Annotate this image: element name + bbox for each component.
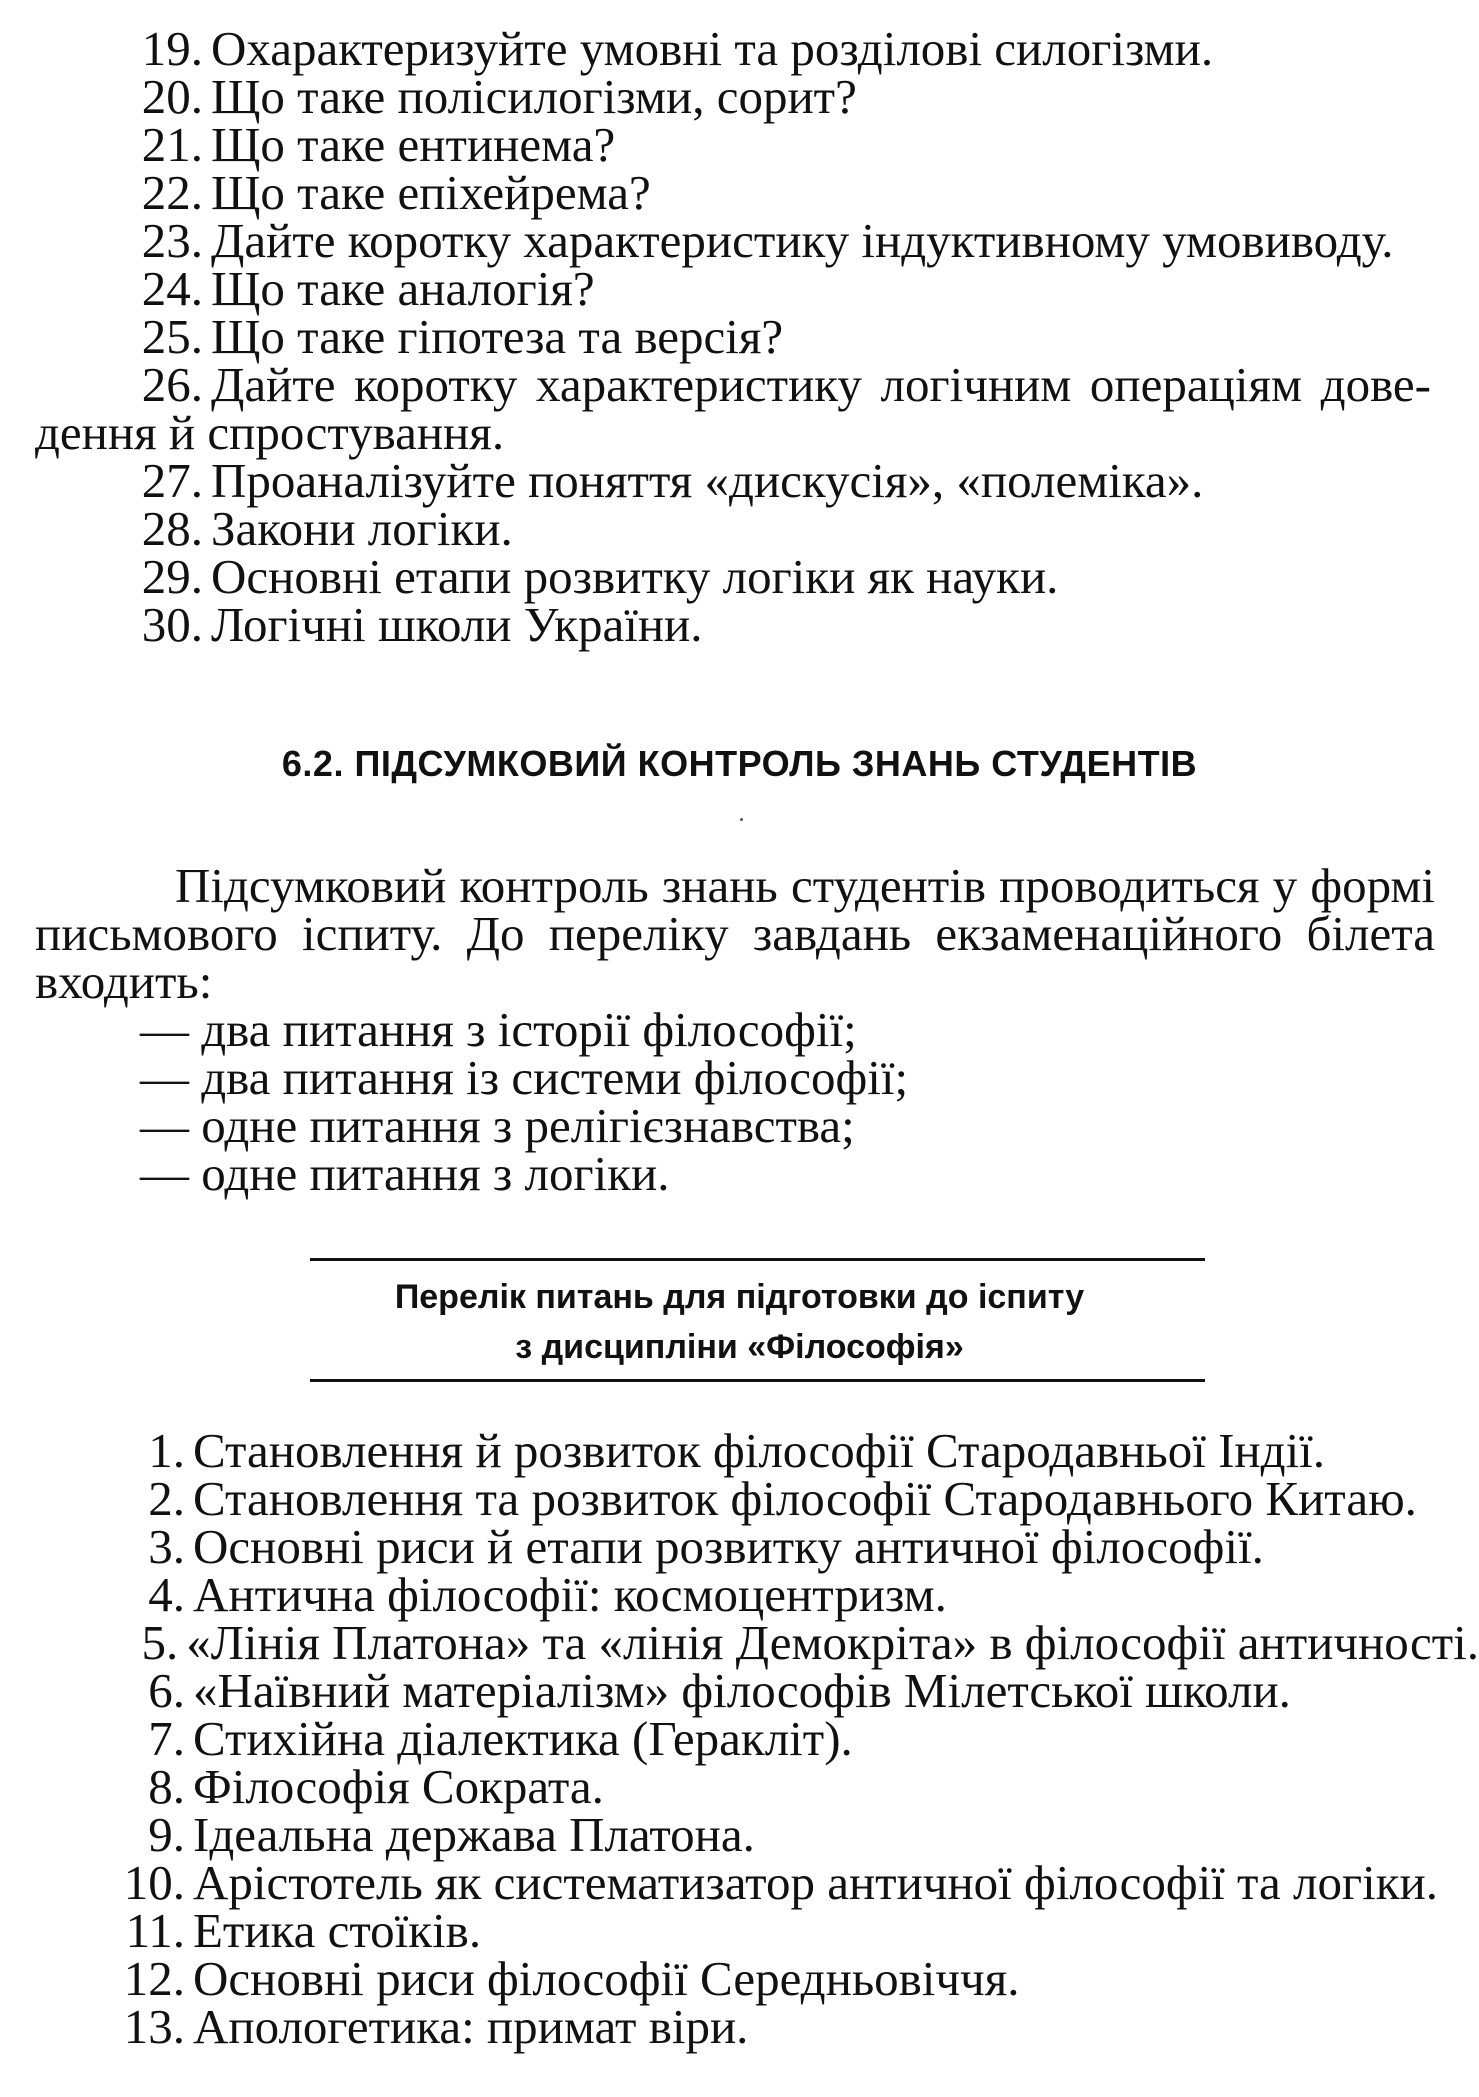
item-number: 4. — [148, 1567, 185, 1622]
item-number: 5. — [141, 1615, 179, 1670]
item-number: 23. — [141, 213, 203, 268]
item-text: Основні етапи розвитку логіки як науки. — [211, 549, 1059, 604]
list-item — [0, 309, 1479, 364]
item-number: 22. — [141, 165, 203, 220]
item-text: Проаналізуйте поняття «дискусія», «полеміка». — [211, 453, 1204, 508]
item-number: 27. — [141, 453, 203, 508]
list-item — [0, 1519, 1479, 1574]
item-number: 25. — [141, 309, 203, 364]
item-text-continuation: дення й спростування. — [35, 405, 505, 460]
box-title-line1: Перелік питань для підготовки до іспиту — [394, 1278, 1085, 1316]
list-item — [0, 1711, 1479, 1766]
list-item: — два питання з історії філософії; — [140, 1002, 857, 1057]
item-text: Охарактеризуйте умовні та розділові силогізми. — [211, 21, 1214, 76]
list-item: — два питання із системи філософії; — [140, 1050, 909, 1105]
item-number: 29. — [141, 549, 203, 604]
list-item — [0, 1615, 1479, 1670]
item-number: 10. — [123, 1855, 185, 1910]
bottom-rule — [310, 1379, 1205, 1382]
item-number: 28. — [141, 501, 203, 556]
item-text: Що таке епіхейрема? — [211, 165, 651, 220]
item-text: Філософія Сократа. — [193, 1759, 604, 1814]
list-item — [0, 1663, 1479, 1718]
item-number: 26. — [141, 357, 203, 412]
item-text: Апологетика: примат віри. — [193, 1999, 749, 2054]
item-text: Логічні школи України. — [211, 597, 703, 652]
item-number: 11. — [125, 1903, 185, 1958]
item-text: Що таке гіпотеза та версія? — [211, 309, 784, 364]
paragraph-line: Підсумковий контроль знань студентів проводиться у формі — [175, 858, 1435, 913]
item-number: 6. — [148, 1663, 185, 1718]
item-text: Що таке полісилогізми, сорит? — [211, 69, 857, 124]
list-item — [0, 501, 1479, 556]
item-number: 24. — [141, 261, 203, 316]
stray-dot — [740, 818, 743, 821]
list-item — [0, 453, 1479, 508]
list-item — [0, 597, 1479, 652]
logic-questions-list — [0, 21, 1479, 652]
item-text: Основні риси й етапи розвитку античної філософії. — [193, 1519, 1264, 1574]
list-item — [0, 1855, 1479, 1910]
list-item — [0, 1567, 1479, 1622]
list-item — [0, 1903, 1479, 1958]
list-item — [0, 1999, 1479, 2054]
paragraph-line: письмового іспиту. До переліку завдань екзаменаційного білета — [35, 906, 1435, 961]
item-text: Що таке аналогія? — [211, 261, 595, 316]
item-number: 2. — [148, 1471, 185, 1526]
list-item — [0, 1951, 1479, 2006]
item-text: Закони логіки. — [211, 501, 513, 556]
box-title-line2: з дисципліни «Філософія» — [515, 1328, 964, 1366]
section-heading: 6.2. ПІДСУМКОВИЙ КОНТРОЛЬ ЗНАНЬ СТУДЕНТІВ — [281, 743, 1198, 784]
list-item — [0, 213, 1479, 268]
item-number: 8. — [148, 1759, 185, 1814]
item-number: 13. — [123, 1999, 185, 2054]
item-text: Основні риси філософії Середньовіччя. — [193, 1951, 1020, 2006]
list-item: — одне питання з релігієзнавства; — [140, 1098, 855, 1153]
item-text: Стихійна діалектика (Геракліт). — [193, 1711, 853, 1766]
item-number: 19. — [141, 21, 203, 76]
item-number: 12. — [123, 1951, 185, 2006]
paragraph — [35, 858, 1435, 1009]
item-text: Ідеальна держава Платона. — [193, 1807, 755, 1862]
list-item-continuation — [0, 405, 1479, 460]
item-text: Дайте коротку характеристику індуктивному умовиводу. — [211, 213, 1394, 268]
top-rule — [310, 1258, 1205, 1261]
item-text: «Лінія Платона» та «лінія Демокріта» в філософії античності. — [186, 1615, 1479, 1670]
item-number: 21. — [141, 117, 203, 172]
list-item: — одне питання з логіки. — [140, 1146, 670, 1201]
item-number: 3. — [148, 1519, 185, 1574]
item-text: Становлення й розвиток філософії Стародавньої Індії. — [193, 1423, 1326, 1478]
exam-composition-list — [140, 1002, 909, 1201]
list-item — [0, 21, 1479, 76]
item-number: 1. — [148, 1423, 185, 1478]
item-number: 7. — [148, 1711, 185, 1766]
list-item — [0, 1759, 1479, 1814]
item-text: «Наївний матеріалізм» філософів Мілетської школи. — [193, 1663, 1291, 1718]
list-item — [0, 1423, 1479, 1478]
item-text: Становлення та розвиток філософії Стародавнього Китаю. — [193, 1471, 1417, 1526]
list-item — [0, 1807, 1479, 1862]
item-text: Антична філософії: космоцентризм. — [193, 1567, 947, 1622]
list-item — [0, 549, 1479, 604]
item-number: 20. — [141, 69, 203, 124]
exam-questions-list — [0, 1423, 1479, 2054]
list-item — [0, 117, 1479, 172]
item-number: 30. — [141, 597, 203, 652]
item-text: Арістотель як систематизатор античної філософії та логіки. — [193, 1855, 1439, 1910]
list-item — [0, 261, 1479, 316]
item-number: 9. — [148, 1807, 185, 1862]
paragraph-line: входить: — [35, 954, 213, 1009]
list-item — [0, 357, 1479, 412]
item-text: Етика стоїків. — [193, 1903, 482, 1958]
item-text: Дайте коротку характеристику логічним операціям дове- — [211, 357, 1431, 412]
list-item — [0, 165, 1479, 220]
list-item — [0, 1471, 1479, 1526]
item-text: Що таке ентинема? — [211, 117, 616, 172]
list-item — [0, 69, 1479, 124]
